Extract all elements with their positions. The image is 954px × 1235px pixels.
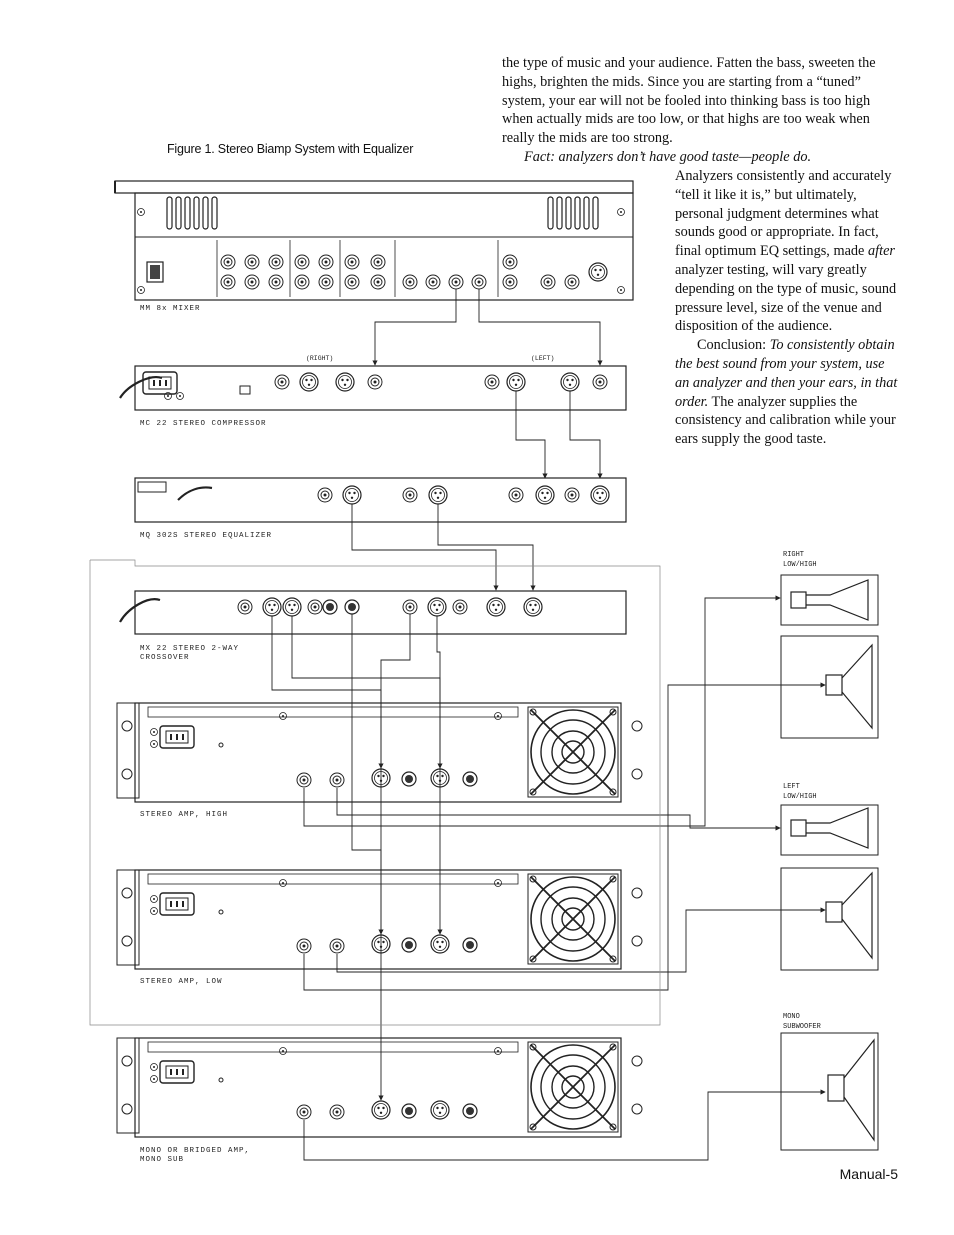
speaker-left-label-2: LOW/HIGH <box>783 793 817 801</box>
figure-caption: Figure 1. Stereo Biamp System with Equalizer <box>167 142 414 156</box>
paragraph-2-b: analyzer testing, will vary greatly depending on the type of music, sound pressure level, size of the venue and disposition of the audience. <box>675 261 897 335</box>
equalizer-unit <box>135 478 626 540</box>
fact-line: Fact: analyzers don’t have good taste—people do. <box>524 148 812 165</box>
amp-mono-label-1: MONO OR BRIDGED AMP, <box>140 1147 251 1155</box>
mixer-label: MM 8x MIXER <box>140 305 201 313</box>
crossover-unit <box>120 591 626 662</box>
crossover-label-1: MX 22 STEREO 2-WAY <box>140 645 240 653</box>
speaker-mono-sub <box>781 1013 878 1150</box>
speaker-right-high <box>781 551 878 625</box>
paragraph-2-after: after <box>867 243 895 260</box>
speaker-sub-label-1: MONO <box>783 1013 800 1021</box>
speaker-right-label-1: RIGHT <box>783 551 805 559</box>
conclusion-italic: To consistently obtain the best sound from your system, use an analyzer and then your ears, in that order. <box>675 337 898 410</box>
compressor-left-label: (LEFT) <box>531 355 555 362</box>
speaker-left-label-1: LEFT <box>783 783 800 791</box>
speaker-sub-label-2: SUBWOOFER <box>783 1023 821 1031</box>
amp-low-unit <box>117 870 642 986</box>
speaker-right-label-2: LOW/HIGH <box>783 561 817 569</box>
paragraph-2-a: Analyzers consistently and accurately “tell it like it is,” but ultimately, personal judgment determines what sounds good or appropriate. In fact, final optimum EQ settings, made <box>675 168 892 260</box>
amp-high-unit <box>117 703 642 819</box>
equalizer-label: MQ 302S STEREO EQUALIZER <box>140 532 273 540</box>
amp-low-label: STEREO AMP, LOW <box>140 978 223 986</box>
speaker-right-low <box>781 636 878 738</box>
conclusion-label: Conclusion: <box>697 337 770 354</box>
speaker-left-low <box>781 868 878 970</box>
amp-high-label: STEREO AMP, HIGH <box>140 811 229 819</box>
speaker-left-high <box>781 783 878 855</box>
paragraph-1: the type of music and your audience. Fatten the bass, sweeten the highs, brighten the mids. Since you are starting from a “tuned” system, your ear will not be fooled into thinking bass is too high when actually mids are too low, or that highs are too weak when really the mids are too strong. <box>502 55 876 147</box>
page-number: Manual-5 <box>839 1166 898 1182</box>
mixer-unit <box>115 181 633 313</box>
conclusion-rest: The analyzer supplies the consistency and calibration while your ears supply the good taste. <box>675 393 896 448</box>
amp-mono-unit <box>117 1038 642 1164</box>
amp-mono-label-2: MONO SUB <box>140 1156 185 1164</box>
compressor-unit <box>120 355 626 428</box>
compressor-right-label: (RIGHT) <box>306 355 334 362</box>
crossover-label-2: CROSSOVER <box>140 654 190 662</box>
compressor-label: MC 22 STEREO COMPRESSOR <box>140 420 267 428</box>
